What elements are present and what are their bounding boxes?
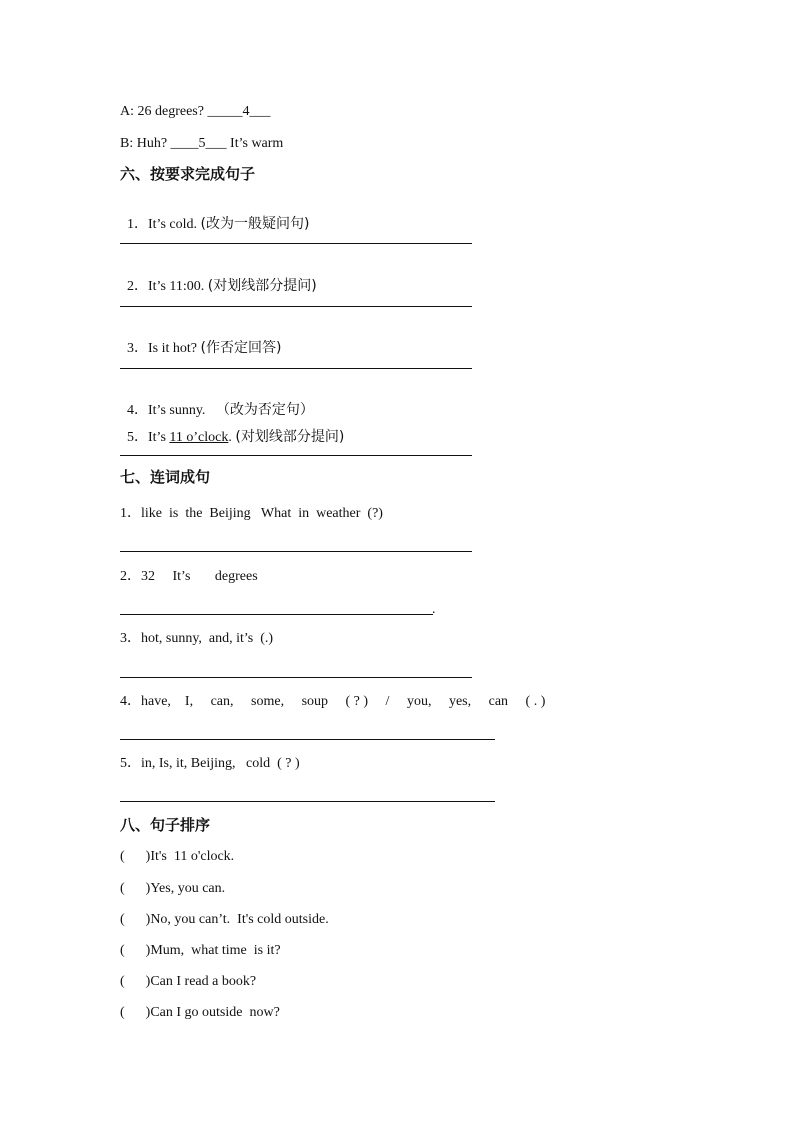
s6-question-3 [120, 321, 281, 358]
s6-q5-sentence-end: . [228, 430, 236, 445]
s6-question-1 [120, 197, 309, 234]
s6-q3-sentence: Is it hot? [148, 341, 201, 356]
section8-title: 八、句子排序 [120, 816, 211, 834]
s7-question-4: 4．have, I, can, some, soup ( ? ) / you, yes, can ( . ) [120, 694, 546, 709]
ordering-item-4[interactable]: ( )Mum, what time is it? [120, 943, 281, 958]
answer-line-s7-2[interactable] [120, 614, 433, 615]
s6-q4-instruction: （改为否定句） [215, 402, 314, 418]
s7-q2-period: . [432, 602, 436, 617]
s6-q2-sentence: It’s 11:00. [148, 279, 208, 294]
s6-q5-sentence-start: It’s [148, 430, 170, 445]
ordering-item-5[interactable]: ( )Can I read a book? [120, 974, 257, 989]
s6-q1-sentence: It’s cold. [148, 217, 201, 232]
answer-line-s7-4[interactable] [120, 739, 495, 740]
dialogue-line-a: A: 26 degrees? _____4___ [120, 104, 271, 119]
s6-q1-instruction: (改为一般疑问句) [200, 216, 310, 232]
s6-q5-instruction: (对划线部分提问) [235, 429, 345, 445]
section7-title: 七、连词成句 [120, 468, 211, 486]
answer-line-s6-2[interactable] [120, 306, 472, 307]
s6-q5-underlined-phrase: 11 o’clock [169, 430, 229, 445]
section6-title: 六、按要求完成句子 [120, 165, 256, 183]
s6-q1-number: 1． [127, 217, 148, 232]
s6-question-2 [120, 259, 317, 296]
answer-line-s7-1[interactable] [120, 551, 472, 552]
s6-q4-sentence: It’s sunny. [148, 403, 216, 418]
s6-q4-number: 4． [127, 403, 148, 418]
dialogue-line-b: B: Huh? ____5___ It’s warm [120, 136, 284, 151]
s7-question-3: 3．hot, sunny, and, it’s (.) [120, 631, 274, 646]
answer-line-s6-1[interactable] [120, 243, 472, 244]
s6-q3-number: 3． [127, 341, 148, 356]
answer-line-s7-3[interactable] [120, 677, 472, 678]
answer-line-s6-5[interactable] [120, 455, 472, 456]
s6-q2-instruction: (对划线部分提问) [207, 278, 317, 294]
s6-question-5 [120, 410, 344, 447]
s7-question-1: 1．like is the Beijing What in weather (?) [120, 506, 383, 521]
s6-q3-instruction: (作否定回答) [200, 340, 282, 356]
ordering-item-2[interactable]: ( )Yes, you can. [120, 881, 226, 896]
ordering-item-6[interactable]: ( )Can I go outside now? [120, 1005, 280, 1020]
answer-line-s7-5[interactable] [120, 801, 495, 802]
s7-question-2: 2．32 It’s degrees [120, 569, 258, 584]
s6-q5-number: 5． [127, 430, 148, 445]
s6-q2-number: 2． [127, 279, 148, 294]
s7-question-5: 5．in, Is, it, Beijing, cold ( ? ) [120, 756, 300, 771]
answer-line-s6-3[interactable] [120, 368, 472, 369]
ordering-item-3[interactable]: ( )No, you can’t. It's cold outside. [120, 912, 329, 927]
ordering-item-1[interactable]: ( )It's 11 o'clock. [120, 849, 235, 864]
